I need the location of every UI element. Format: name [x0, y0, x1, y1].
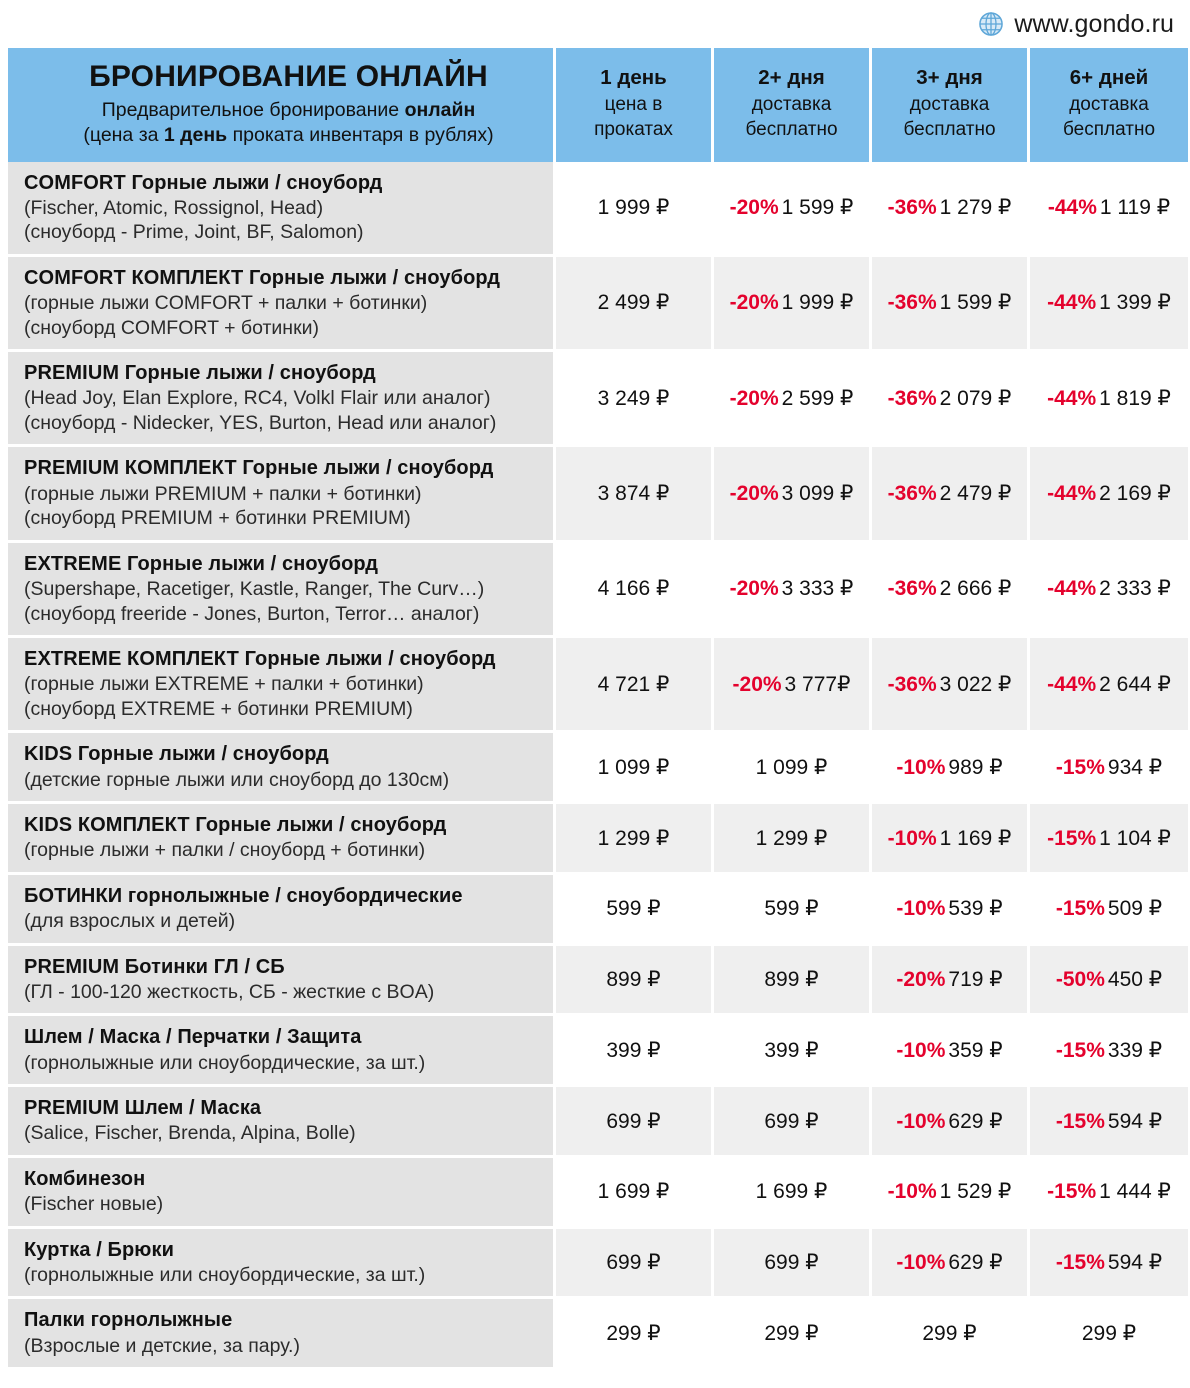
table-row: [8, 804, 1188, 875]
col2-line2: доставка: [751, 93, 832, 115]
column-header-2days: [714, 48, 872, 162]
price-amount: 299 ₽: [764, 1321, 819, 1345]
price-amount: 509 ₽: [1107, 897, 1163, 921]
item-name: Палки горнолыжные: [24, 1309, 233, 1332]
price-amount: 339 ₽: [1107, 1038, 1163, 1062]
item-description-1: (Salice, Fischer, Brenda, Alpina, Bolle): [24, 1122, 356, 1145]
row-label-cell: [8, 804, 556, 875]
item-description-2: (сноуборд PREMIUM + ботинки PREMIUM): [24, 507, 411, 530]
table-row: [8, 352, 1188, 447]
price-amount: 450 ₽: [1107, 968, 1163, 991]
price-cell-3: [872, 1229, 1030, 1300]
price-amount: 699 ₽: [764, 1109, 819, 1133]
price-cell-3: [872, 946, 1030, 1017]
site-url[interactable]: www.gondo.ru: [1014, 9, 1174, 38]
item-description-1: (горные лыжи COMFORT + палки + ботинки): [24, 292, 428, 314]
price-amount: 594 ₽: [1107, 1251, 1163, 1274]
col3-title: 3+ дня: [916, 66, 983, 90]
price-amount: 1 699 ₽: [597, 1180, 670, 1204]
discount-badge: -15%: [1055, 897, 1105, 921]
column-header-1day: [556, 48, 714, 162]
price-amount: 594 ₽: [1107, 1109, 1163, 1133]
price-amount: 1 279 ₽: [939, 196, 1012, 220]
item-name: PREMIUM КОМПЛЕКТ Горные лыжи / сноуборд: [24, 457, 494, 480]
price-cell-2: [714, 1229, 872, 1300]
item-description-1: (Head Joy, Elan Explore, RC4, Volkl Flair или аналог): [24, 387, 491, 410]
discount-badge: -20%: [732, 672, 782, 696]
price-cell-2: [714, 1087, 872, 1158]
item-description-1: (горнолыжные или сноубордические, за шт.): [24, 1263, 426, 1286]
price-cell-4: [1030, 638, 1188, 733]
discount-badge: -10%: [896, 1038, 946, 1062]
price-cell-3: [872, 733, 1030, 804]
price-amount: 3 777₽: [784, 672, 851, 696]
col1-line2: цена в: [604, 93, 663, 115]
price-cell-1: [556, 804, 714, 875]
row-label-cell: [8, 352, 556, 447]
row-label-cell: [8, 257, 556, 352]
globe-icon: [978, 11, 1004, 37]
subtitle-2-pre: (цена за: [83, 123, 164, 146]
item-name: KIDS Горные лыжи / сноуборд: [24, 743, 329, 766]
col4-line2: доставка: [1069, 93, 1149, 115]
col3-line3: бесплатно: [903, 118, 996, 140]
price-amount: 1 099 ₽: [597, 755, 670, 779]
price-cell-4: [1030, 257, 1188, 352]
price-amount: 3 022 ₽: [939, 672, 1012, 696]
row-label-cell: [8, 1229, 556, 1300]
subtitle-1-text: Предварительное бронирование: [101, 98, 405, 121]
price-cell-1: [556, 875, 714, 946]
row-label-cell: [8, 1299, 556, 1367]
price-cell-3: [872, 804, 1030, 875]
price-amount: 2 499 ₽: [597, 291, 670, 315]
price-cell-3: [872, 447, 1030, 542]
price-amount: 2 079 ₽: [939, 386, 1012, 410]
price-cell-1: [556, 1016, 714, 1087]
row-label-cell: [8, 447, 556, 542]
price-amount: 1 599 ₽: [939, 291, 1012, 315]
header-subtitle-2: [24, 123, 553, 148]
item-description-1: (Взрослые и детские, за пару.): [24, 1334, 300, 1357]
price-cell-2: [714, 257, 872, 352]
subtitle-2-post: проката инвентаря в рублях): [227, 123, 494, 146]
price-cell-4: [1030, 733, 1188, 804]
price-amount: 1 169 ₽: [939, 826, 1012, 850]
item-description-1: (Fischer новые): [24, 1193, 164, 1216]
price-amount: 4 166 ₽: [597, 577, 670, 601]
item-description-1: (ГЛ - 100-120 жесткость, СБ - жесткие с BOA): [24, 980, 435, 1003]
price-cell-1: [556, 733, 714, 804]
discount-badge: -36%: [887, 577, 937, 601]
item-description-2: (сноуборд COMFORT + ботинки): [24, 316, 319, 339]
discount-badge: -15%: [1055, 1038, 1105, 1062]
price-table: [8, 48, 1188, 1367]
price-cell-3: [872, 1087, 1030, 1158]
price-amount: 1 099 ₽: [755, 755, 828, 779]
table-row: [8, 1158, 1188, 1229]
price-amount: 629 ₽: [948, 1251, 1003, 1274]
price-amount: 4 721 ₽: [597, 672, 670, 696]
price-amount: 1 529 ₽: [939, 1180, 1012, 1204]
price-amount: 399 ₽: [606, 1038, 661, 1062]
discount-badge: -50%: [1055, 968, 1105, 991]
price-amount: 719 ₽: [948, 968, 1003, 991]
price-amount: 699 ₽: [606, 1251, 661, 1274]
row-label-cell: [8, 162, 556, 257]
col4-line3: бесплатно: [1062, 118, 1156, 140]
price-cell-4: [1030, 1229, 1188, 1300]
table-row: [8, 1299, 1188, 1367]
discount-badge: -44%: [1047, 577, 1097, 601]
discount-badge: -10%: [887, 1180, 937, 1204]
price-amount: 989 ₽: [948, 755, 1003, 779]
table-row: [8, 543, 1188, 638]
price-cell-1: [556, 447, 714, 542]
item-description-2: (сноуборд - Prime, Joint, BF, Salomon): [24, 221, 364, 244]
page-title: БРОНИРОВАНИЕ ОНЛАЙН: [89, 60, 488, 93]
price-cell-4: [1030, 1087, 1188, 1158]
col1-line3: прокатах: [594, 118, 673, 140]
price-cell-2: [714, 447, 872, 542]
row-label-cell: [8, 638, 556, 733]
col3-line2: доставка: [909, 93, 990, 115]
price-amount: 2 599 ₽: [781, 386, 854, 410]
price-cell-3: [872, 1158, 1030, 1229]
price-cell-1: [556, 1229, 714, 1300]
price-amount: 539 ₽: [948, 897, 1003, 921]
table-row: [8, 257, 1188, 352]
discount-badge: -20%: [729, 577, 779, 601]
discount-badge: -10%: [896, 897, 946, 921]
table-row: [8, 946, 1188, 1017]
item-description-1: (горные лыжи + палки / сноуборд + ботинки): [24, 839, 426, 862]
subtitle-2-bold: 1 день: [163, 123, 228, 146]
table-body: [8, 162, 1188, 1368]
price-cell-3: [872, 257, 1030, 352]
header-subtitle-1: [24, 98, 553, 123]
price-cell-4: [1030, 1299, 1188, 1367]
discount-badge: -10%: [887, 826, 937, 850]
price-amount: 299 ₽: [606, 1321, 661, 1345]
price-amount: 3 874 ₽: [597, 482, 670, 506]
price-amount: 1 399 ₽: [1099, 291, 1171, 315]
discount-badge: -36%: [887, 196, 937, 220]
price-cell-4: [1030, 162, 1188, 257]
discount-badge: -36%: [887, 291, 937, 315]
table-row: [8, 875, 1188, 946]
table-row: [8, 1229, 1188, 1300]
col2-line3: бесплатно: [745, 118, 838, 140]
col4-title: 6+ дней: [1069, 66, 1149, 90]
item-description-1: (Fischer, Atomic, Rossignol, Head): [24, 196, 324, 219]
price-cell-2: [714, 352, 872, 447]
discount-badge: -20%: [729, 291, 779, 315]
price-cell-4: [1030, 543, 1188, 638]
discount-badge: -36%: [887, 672, 937, 696]
discount-badge: -20%: [729, 482, 779, 506]
discount-badge: -10%: [896, 755, 946, 779]
price-amount: 299 ₽: [1081, 1321, 1137, 1345]
item-description-1: (горнолыжные или сноубордические, за шт.): [24, 1051, 426, 1074]
price-amount: 3 099 ₽: [781, 482, 854, 506]
table-row: [8, 447, 1188, 542]
price-amount: 1 444 ₽: [1099, 1180, 1171, 1204]
table-row: [8, 733, 1188, 804]
discount-badge: -20%: [896, 968, 946, 991]
item-description-1: (горные лыжи EXTREME + палки + ботинки): [24, 673, 424, 696]
price-amount: 299 ₽: [922, 1321, 977, 1345]
column-header-6days: [1030, 48, 1188, 162]
price-cell-3: [872, 162, 1030, 257]
item-name: Комбинезон: [24, 1167, 146, 1190]
item-name: COMFORT Горные лыжи / сноуборд: [24, 171, 383, 194]
price-cell-3: [872, 638, 1030, 733]
item-name: KIDS КОМПЛЕКТ Горные лыжи / сноуборд: [24, 814, 447, 837]
price-amount: 899 ₽: [606, 968, 661, 991]
column-header-3days: [872, 48, 1030, 162]
price-cell-2: [714, 1299, 872, 1367]
price-amount: 1 104 ₽: [1099, 826, 1171, 850]
discount-badge: -10%: [896, 1109, 946, 1133]
price-cell-4: [1030, 447, 1188, 542]
table-row: [8, 1087, 1188, 1158]
price-cell-4: [1030, 804, 1188, 875]
row-label-cell: [8, 733, 556, 804]
price-amount: 599 ₽: [606, 897, 661, 921]
price-cell-1: [556, 1087, 714, 1158]
discount-badge: -44%: [1047, 196, 1097, 220]
price-amount: 2 333 ₽: [1099, 577, 1171, 601]
discount-badge: -44%: [1047, 482, 1097, 506]
price-amount: 1 699 ₽: [755, 1180, 828, 1204]
discount-badge: -36%: [887, 482, 937, 506]
price-cell-2: [714, 162, 872, 257]
discount-badge: -44%: [1047, 672, 1097, 696]
price-cell-3: [872, 1299, 1030, 1367]
price-amount: 1 599 ₽: [781, 196, 854, 220]
price-cell-4: [1030, 352, 1188, 447]
price-amount: 2 666 ₽: [939, 577, 1012, 601]
item-name: EXTREME Горные лыжи / сноуборд: [24, 552, 379, 575]
price-cell-2: [714, 543, 872, 638]
discount-badge: -20%: [729, 386, 779, 410]
item-name: Шлем / Маска / Перчатки / Защита: [24, 1026, 362, 1049]
discount-badge: -20%: [729, 196, 779, 220]
col2-title: 2+ дня: [758, 66, 825, 90]
item-name: Куртка / Брюки: [24, 1238, 174, 1261]
discount-badge: -15%: [1047, 1180, 1097, 1204]
col1-title: 1 день: [600, 66, 667, 90]
price-amount: 629 ₽: [948, 1109, 1003, 1133]
price-cell-3: [872, 543, 1030, 638]
discount-badge: -36%: [887, 386, 937, 410]
price-amount: 359 ₽: [948, 1038, 1003, 1062]
item-description-1: (Supershape, Racetiger, Kastle, Ranger, The Curv…): [24, 577, 485, 600]
header-title-cell: [8, 48, 556, 162]
price-cell-3: [872, 875, 1030, 946]
item-name: PREMIUM Горные лыжи / сноуборд: [24, 362, 376, 385]
price-cell-1: [556, 638, 714, 733]
price-cell-2: [714, 875, 872, 946]
price-amount: 1 299 ₽: [755, 826, 828, 850]
item-name: EXTREME КОМПЛЕКТ Горные лыжи / сноуборд: [24, 648, 496, 671]
price-amount: 1 999 ₽: [597, 196, 670, 220]
price-cell-3: [872, 1016, 1030, 1087]
item-description-2: (сноуборд - Nidecker, YES, Burton, Head или аналог): [24, 411, 497, 434]
price-amount: 1 299 ₽: [597, 826, 670, 850]
price-amount: 2 479 ₽: [939, 482, 1012, 506]
subtitle-1-bold: онлайн: [404, 98, 476, 121]
discount-badge: -15%: [1055, 1109, 1105, 1133]
item-name: COMFORT КОМПЛЕКТ Горные лыжи / сноуборд: [24, 266, 501, 289]
row-label-cell: [8, 875, 556, 946]
item-description-1: (для взрослых и детей): [24, 910, 236, 933]
row-label-cell: [8, 543, 556, 638]
price-amount: 1 819 ₽: [1099, 386, 1171, 410]
discount-badge: -44%: [1047, 291, 1097, 315]
discount-badge: -44%: [1047, 386, 1097, 410]
price-amount: 1 119 ₽: [1099, 196, 1171, 220]
price-amount: 699 ₽: [606, 1109, 661, 1133]
price-amount: 399 ₽: [764, 1038, 819, 1062]
item-description-2: (сноуборд EXTREME + ботинки PREMIUM): [24, 697, 413, 720]
discount-badge: -15%: [1055, 1251, 1105, 1274]
table-header: [8, 48, 1188, 162]
price-cell-2: [714, 733, 872, 804]
price-amount: 699 ₽: [764, 1251, 819, 1274]
brand-bar: [0, 0, 1190, 48]
price-cell-4: [1030, 1016, 1188, 1087]
price-cell-3: [872, 352, 1030, 447]
discount-badge: -15%: [1047, 826, 1097, 850]
table-row: [8, 1016, 1188, 1087]
price-cell-1: [556, 257, 714, 352]
item-description-2: (сноуборд freeride - Jones, Burton, Terror… аналог): [24, 602, 480, 625]
price-cell-1: [556, 543, 714, 638]
table-row: [8, 162, 1188, 257]
discount-badge: -15%: [1055, 755, 1105, 779]
price-cell-4: [1030, 946, 1188, 1017]
price-cell-2: [714, 804, 872, 875]
item-description-1: (детские горные лыжи или сноуборд до 130см): [24, 768, 450, 791]
price-cell-1: [556, 1299, 714, 1367]
header-row: [8, 48, 1188, 162]
row-label-cell: [8, 1158, 556, 1229]
price-amount: 1 999 ₽: [781, 291, 854, 315]
price-amount: 2 169 ₽: [1099, 482, 1171, 506]
price-cell-1: [556, 1158, 714, 1229]
item-name: PREMIUM Ботинки ГЛ / СБ: [24, 955, 285, 978]
price-amount: 3 333 ₽: [781, 577, 854, 601]
price-amount: 2 644 ₽: [1099, 672, 1171, 696]
table-row: [8, 638, 1188, 733]
price-amount: 599 ₽: [764, 897, 819, 921]
row-label-cell: [8, 1087, 556, 1158]
row-label-cell: [8, 1016, 556, 1087]
site-brand[interactable]: [978, 10, 1174, 39]
price-amount: 934 ₽: [1107, 755, 1163, 779]
discount-badge: -10%: [896, 1251, 946, 1274]
row-label-cell: [8, 946, 556, 1017]
price-cell-2: [714, 1158, 872, 1229]
price-cell-4: [1030, 1158, 1188, 1229]
price-cell-1: [556, 352, 714, 447]
price-amount: 3 249 ₽: [597, 386, 670, 410]
price-amount: 899 ₽: [764, 968, 819, 991]
price-cell-4: [1030, 875, 1188, 946]
item-description-1: (горные лыжи PREMIUM + палки + ботинки): [24, 482, 422, 505]
item-name: PREMIUM Шлем / Маска: [24, 1097, 262, 1120]
price-cell-2: [714, 946, 872, 1017]
item-name: БОТИНКИ горнолыжные / сноубордические: [24, 884, 463, 907]
price-cell-2: [714, 1016, 872, 1087]
price-cell-1: [556, 162, 714, 257]
price-cell-1: [556, 946, 714, 1017]
price-cell-2: [714, 638, 872, 733]
